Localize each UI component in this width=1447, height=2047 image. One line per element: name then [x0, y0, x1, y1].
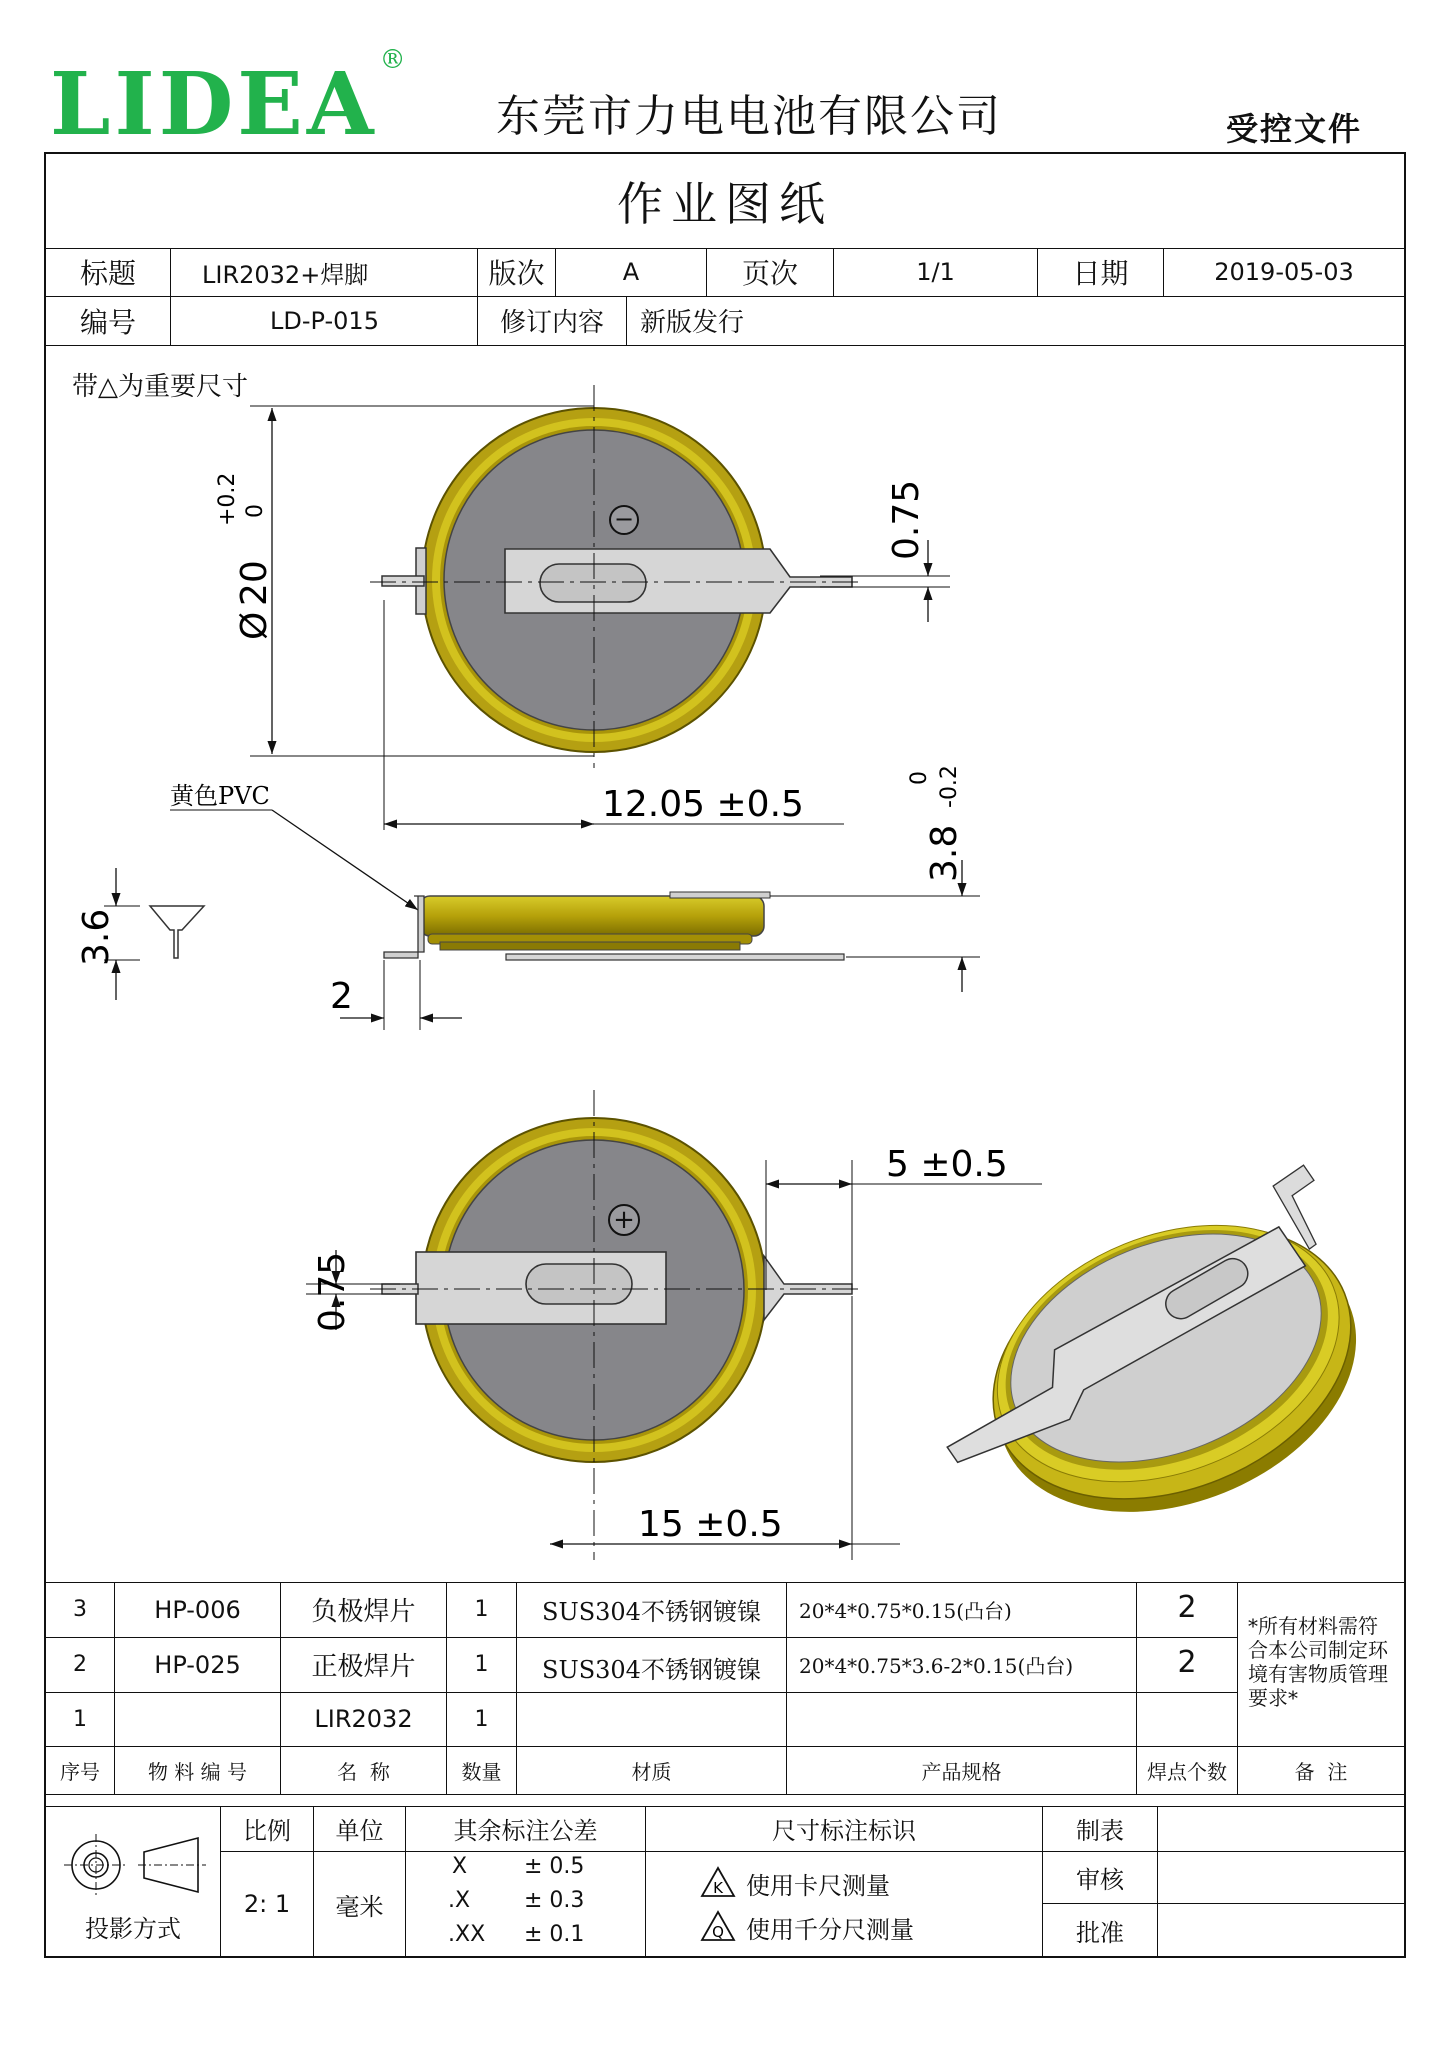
bom-header-welds: 焊点个数: [1147, 1759, 1227, 1784]
date-label: 日期: [1072, 257, 1129, 290]
bom-row-2-seq: 2: [73, 1652, 87, 1677]
page-value: 1/1: [916, 258, 955, 286]
title-value: LIR2032+焊脚: [202, 260, 369, 289]
bom-row-3-seq: 3: [73, 1597, 87, 1622]
triangle-q-letter: Q: [712, 1923, 724, 1941]
tolerance-key: X: [452, 1854, 468, 1879]
bom-row-3-name: 负极焊片: [311, 1597, 416, 1627]
triangle-q-icon: [700, 1910, 736, 1942]
dim-38-tol-minus: -0.2: [937, 765, 962, 808]
controlled-document-stamp: 受控文件: [1226, 110, 1363, 148]
bom-row-3-welds: 2: [1177, 1589, 1197, 1625]
scale-value: 2: 1: [243, 1890, 291, 1918]
bom-remark: *所有材料需符合本公司制定环境有害物质管理要求*: [1248, 1614, 1388, 1710]
projection-symbol-icon: [60, 1830, 210, 1900]
bom-header-remark: 备 注: [1294, 1759, 1348, 1784]
drawing-title: 作业图纸: [617, 177, 833, 231]
triangle-k-letter: K: [713, 1879, 723, 1897]
dim-5: 5 ±0.5: [886, 1144, 1008, 1185]
tolerance-row: [440, 1852, 640, 1886]
bom-row-3-qty: 1: [474, 1597, 489, 1622]
dim-075-bottom: 0.75: [312, 1251, 353, 1332]
bom-header-qty: 数量: [461, 1759, 502, 1784]
dimension-mark-label: 尺寸标注标识: [772, 1817, 916, 1845]
bom-header-spec: 产品规格: [921, 1759, 1002, 1784]
dim-2: 2: [330, 976, 353, 1017]
number-label: 编号: [79, 305, 136, 339]
diameter-tol-minus: 0: [243, 504, 268, 518]
bottom-view-positive: [382, 1118, 852, 1462]
negative-symbol: −: [613, 505, 635, 533]
dim-15: 15 ±0.5: [638, 1504, 783, 1545]
tolerance-key: .XX: [448, 1922, 486, 1947]
bom-row-3-code: HP-006: [154, 1595, 241, 1624]
bom-row-1-qty: 1: [474, 1706, 489, 1732]
side-view: [384, 892, 844, 960]
approve-label: 批准: [1076, 1918, 1124, 1947]
page-label: 页次: [741, 257, 798, 290]
registered-mark: ®: [379, 45, 410, 76]
bom-header-material: 材质: [631, 1759, 672, 1784]
tolerance-label: 其余标注公差: [453, 1817, 598, 1845]
bom-row-1-code: [115, 1692, 280, 1746]
dim-38-tol-plus: 0: [907, 771, 932, 785]
scale-label: 比例: [243, 1817, 291, 1845]
micrometer-mark-text: 使用千分尺测量: [746, 1916, 914, 1944]
title-label: 标题: [79, 257, 136, 290]
top-view-negative: [382, 408, 852, 752]
tolerance-key: .X: [448, 1888, 471, 1913]
caliper-mark-text: 使用卡尺测量: [746, 1872, 890, 1900]
dim-1205: 12.05 ±0.5: [602, 784, 804, 825]
projection-label: 投影方式: [85, 1914, 181, 1943]
bom-row-3-material: SUS304不锈钢镀镍: [542, 1598, 761, 1626]
dim-36: 3.6: [76, 908, 117, 966]
positive-symbol: +: [613, 1205, 635, 1235]
bom-header-seq: 序号: [60, 1759, 100, 1784]
version-label: 版次: [488, 257, 545, 290]
company-name: 东莞市力电电池有限公司: [496, 91, 1002, 142]
dim-075-top: 0.75: [886, 479, 927, 560]
tolerance-value: ± 0.5: [524, 1854, 585, 1879]
bom-row-1-seq: 1: [73, 1706, 87, 1732]
bom-row-2-code: HP-025: [154, 1650, 241, 1679]
bom-header-code: 物 料 编 号: [147, 1759, 248, 1784]
tolerance-value: ± 0.1: [524, 1922, 585, 1947]
diameter-tol-plus: +0.2: [215, 472, 240, 526]
bom-row-3-spec: 20*4*0.75*0.15(凸台): [799, 1599, 1012, 1623]
bom-header-name: 名 称: [337, 1759, 390, 1784]
revision-label: 修订内容: [499, 308, 604, 338]
pvc-label: 黄色PVC: [170, 782, 270, 810]
dim-38: 3.8: [924, 824, 965, 882]
triangle-k-icon: [700, 1866, 736, 1898]
date-value: 2019-05-03: [1214, 258, 1354, 286]
isometric-view: [899, 1164, 1410, 1583]
bom-row-2-spec: 20*4*0.75*3.6-2*0.15(凸台): [799, 1654, 1074, 1678]
unit-value: 毫米: [335, 1892, 384, 1921]
bom-row-2-qty: 1: [474, 1652, 489, 1677]
review-label: 审核: [1076, 1866, 1124, 1894]
bom-row-2-name: 正极焊片: [311, 1652, 416, 1682]
revision-value: 新版发行: [640, 308, 745, 338]
version-value: A: [622, 258, 640, 286]
diameter-symbol: Ø: [234, 611, 275, 640]
important-dimension-note: 带△为重要尺寸: [72, 372, 248, 402]
diameter-value: 20: [234, 560, 275, 606]
unit-label: 单位: [335, 1817, 384, 1845]
logo-text: LIDEA: [50, 54, 378, 155]
tolerance-value: ± 0.3: [524, 1888, 585, 1913]
bom-row-2-material: SUS304不锈钢镀镍: [542, 1656, 761, 1684]
tolerance-row: [440, 1920, 640, 1954]
bom-row-1-name: LIR2032: [314, 1705, 413, 1733]
tolerance-row: [440, 1886, 640, 1920]
make-label: 制表: [1076, 1817, 1124, 1845]
number-value: LD-P-015: [270, 306, 379, 335]
bom-row-2-welds: 2: [1177, 1644, 1197, 1680]
